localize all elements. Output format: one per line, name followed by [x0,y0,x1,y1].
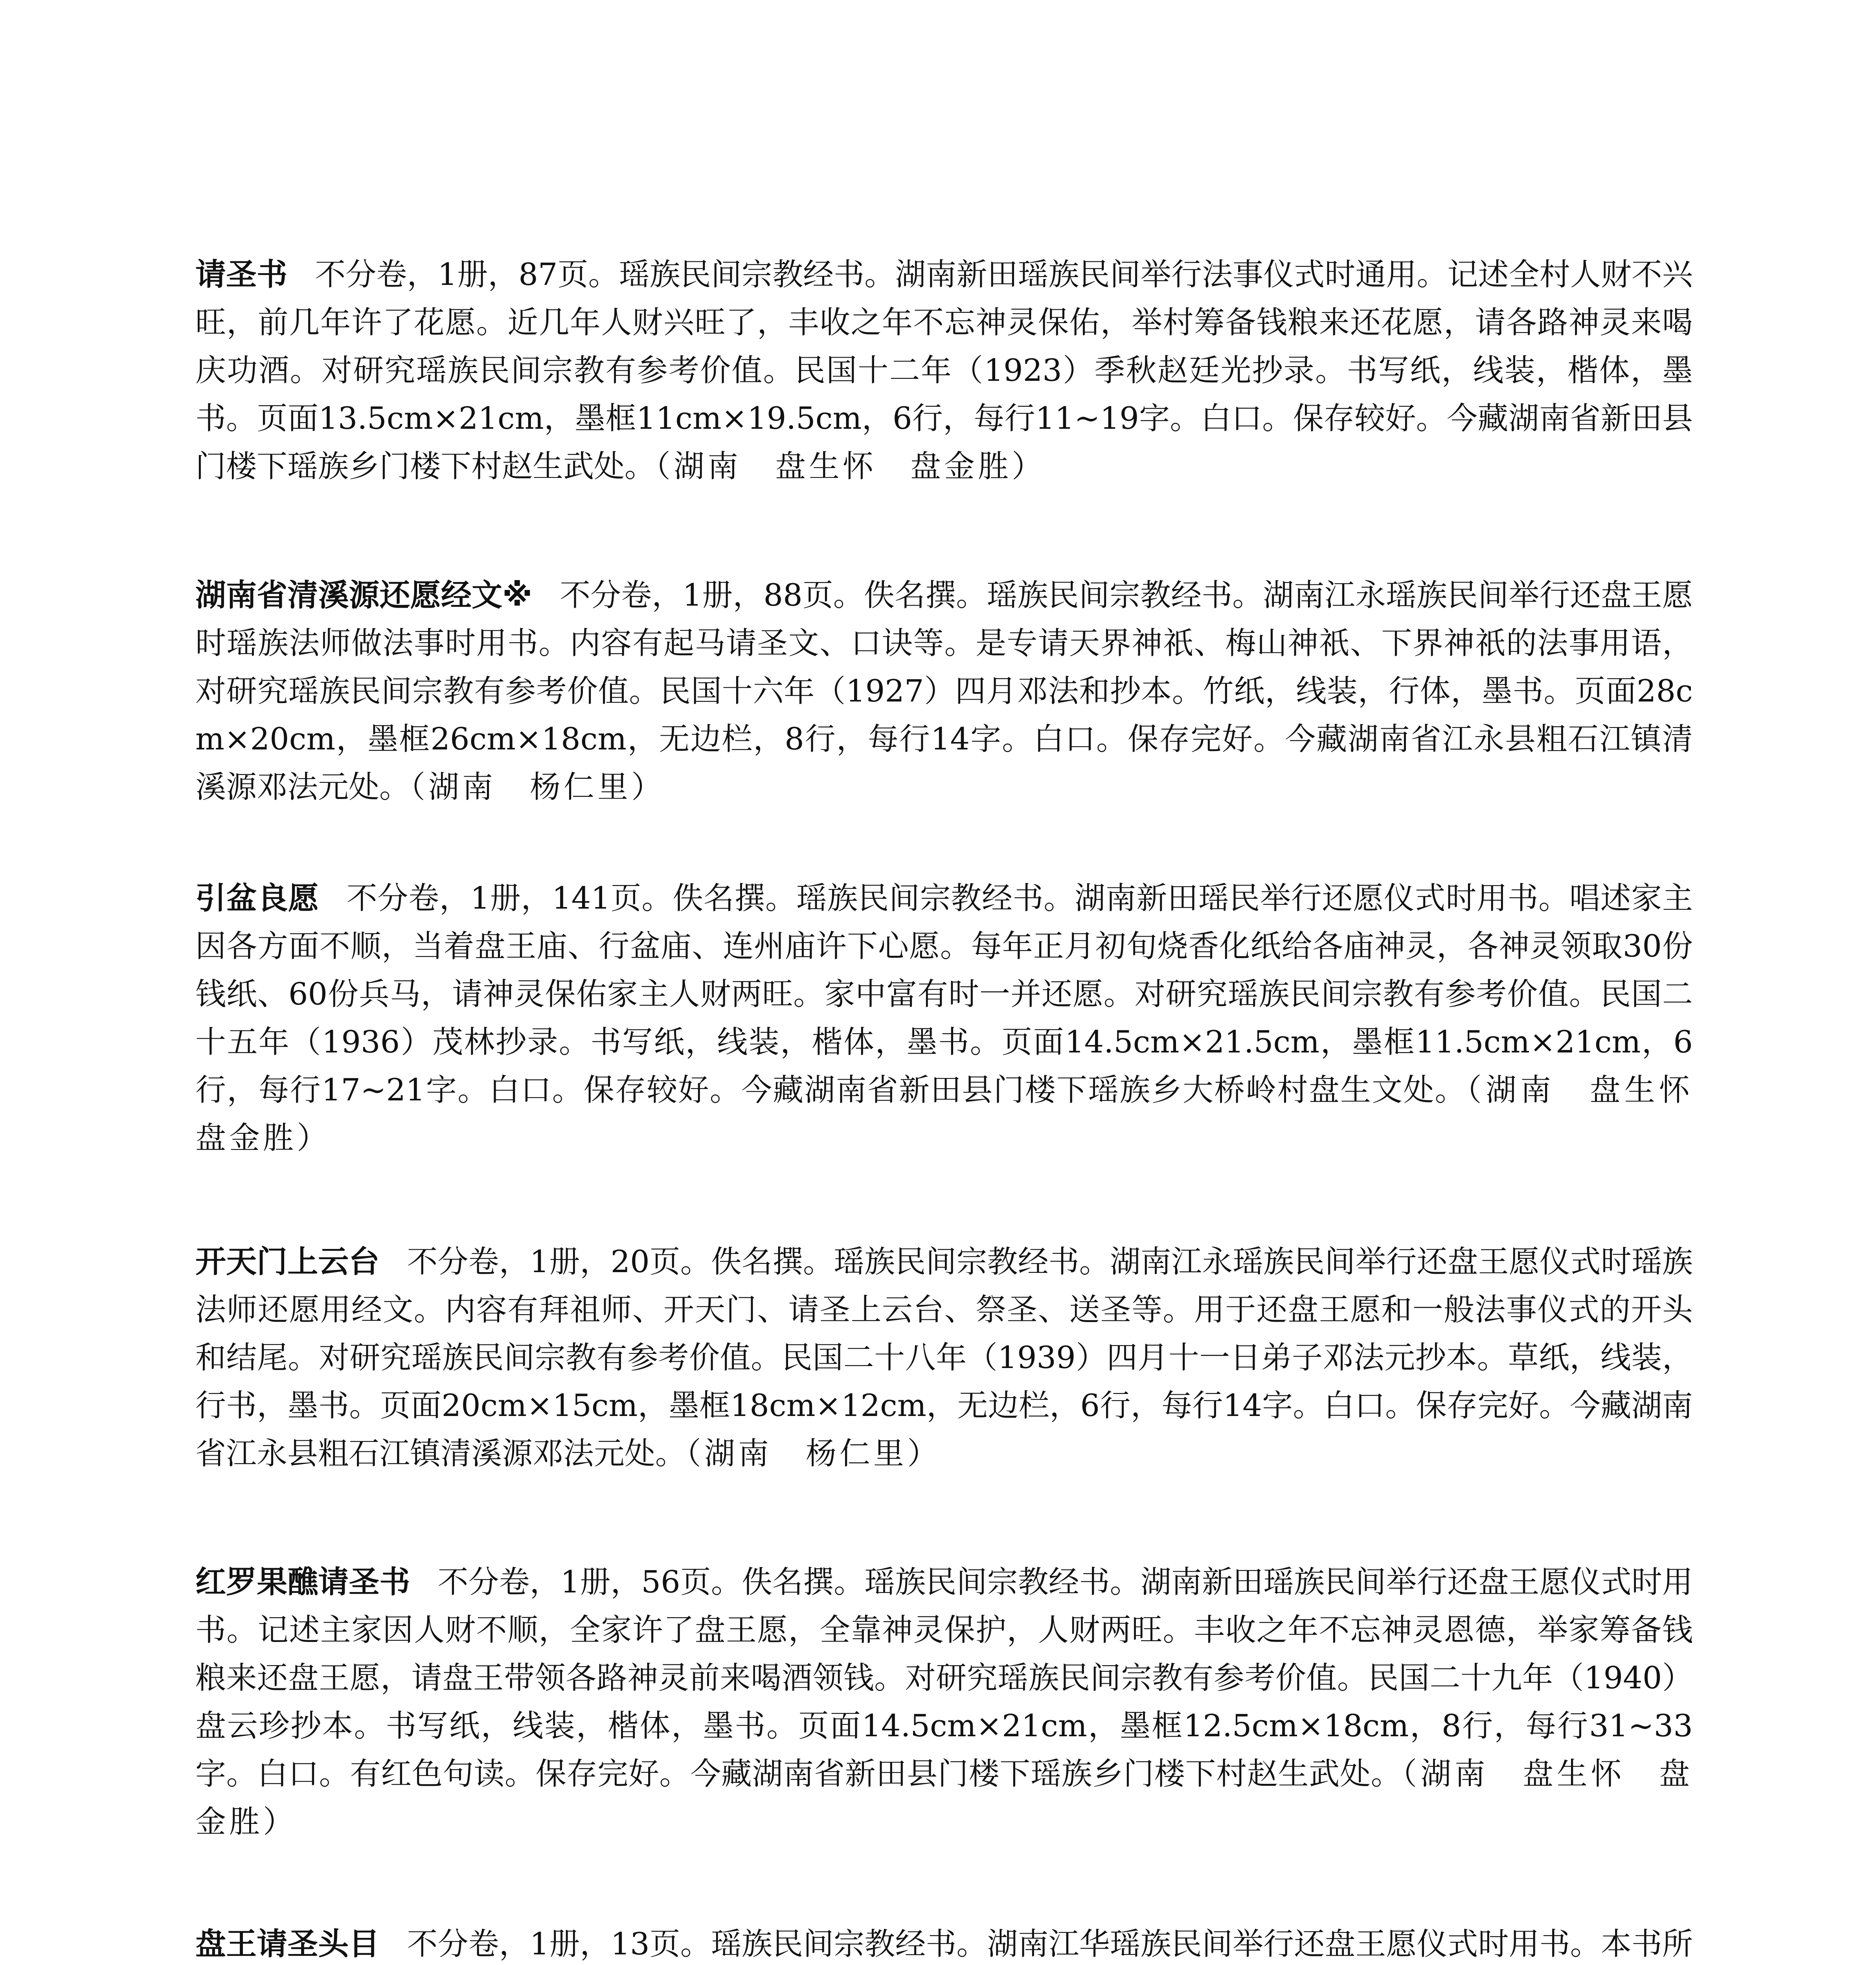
catalog-entry [195,1238,1693,1478]
entry-title: 引盆良愿 [195,881,319,916]
catalog-entry [195,1920,1693,1965]
catalog-entry [195,571,1693,811]
entry-title: 红罗果醮请圣书 [195,1565,410,1600]
entry-credit: （湖南 杨仁里） [686,1436,941,1471]
entry-description: 不分卷，1册，13页。瑶族民间宗教经书。湖南江华瑶族民间举行还盘王愿仪式时用书。本书所 [407,1926,1693,1962]
entry-description: 不分卷，1册，87页。瑶族民间宗教经书。湖南新田瑶族民间举行法事仪式时通用。记述全村人财不兴旺，前几年许了花愿。近几年人财兴旺了，丰收之年不忘神灵保佑，举村筹备钱粮来还花愿，请各路神灵来喝庆功酒。对研究瑶族民间宗教有参考价值。民国十二年（1923）季秋赵廷光抄录。书写纸，线装，楷体，墨书。页面13.5cm×21cm，墨框11cm×19.5cm，6行，每行11~19字。白口。保存较好。今藏湖南省新田县门楼下瑶族乡门楼下村赵生武处。 [195,257,1693,484]
entry-description: 不分卷，1册，141页。佚名撰。瑶族民间宗教经书。湖南新田瑶民举行还愿仪式时用书。唱述家主因各方面不顺，当着盘王庙、行盆庙、连州庙许下心愿。每年正月初旬烧香化纸给各庙神灵，各神灵领取30份钱纸、60份兵马，请神灵保佑家主人财两旺。家中富有时一并还愿。对研究瑶族民间宗教有参考价值。民国二十五年（1936）茂林抄录。书写纸，线装，楷体，墨书。页面14.5cm×21.5cm，墨框11.5cm×21cm，6行，每行17~21字。白口。保存较好。今藏湖南省新田县门楼下瑶族乡大桥岭村盘生文处。 [195,881,1693,1108]
entry-description: 不分卷，1册，20页。佚名撰。瑶族民间宗教经书。湖南江永瑶族民间举行还盘王愿仪式时瑶族法师还愿用经文。内容有拜祖师、开天门、请圣上云台、祭圣、送圣等。用于还盘王愿和一般法事仪式的开头和结尾。对研究瑶族民间宗教有参考价值。民国二十八年（1939）四月十一日弟子邓法元抄本。草纸，线装，行书，墨书。页面20cm×15cm，墨框18cm×12cm，无边栏，6行，每行14字。白口。保存完好。今藏湖南省江永县粗石江镇清溪源邓法元处。 [195,1244,1693,1471]
catalog-entry [195,1558,1693,1846]
entry-title: 湖南省清溪源还愿经文※ [195,578,533,613]
entry-title: 请圣书 [195,257,288,292]
entry-title: 开天门上云台 [195,1244,380,1280]
entry-credit: （湖南 盘生怀 盘金胜） [655,449,1046,484]
catalog-entry [195,251,1693,490]
entry-title: 盘王请圣头目 [195,1926,380,1962]
entry-credit: （湖南 盘生怀 盘金胜） [195,1072,1727,1156]
entry-credit: （湖南 盘生怀 盘金胜） [195,1756,1693,1840]
entry-description: 不分卷，1册，56页。佚名撰。瑶族民间宗教经书。湖南新田瑶族民间举行还盘王愿仪式时用书。记述主家因人财不顺，全家许了盘王愿，全靠神灵保护，人财两旺。丰收之年不忘神灵恩德，举家筹备钱粮来还盘王愿，请盘王带领各路神灵前来喝酒领钱。对研究瑶族民间宗教有参考价值。民国二十九年（1940）盘云珍抄本。书写纸，线装，楷体，墨书。页面14.5cm×21cm，墨框12.5cm×18cm，8行，每行31~33字。白口。有红色句读。保存完好。今藏湖南省新田县门楼下瑶族乡门楼下村赵生武处。 [195,1565,1693,1792]
catalog-entry [195,874,1727,1162]
entry-description: 不分卷，1册，88页。佚名撰。瑶族民间宗教经书。湖南江永瑶族民间举行还盘王愿时瑶族法师做法事时用书。内容有起马请圣文、口诀等。是专请天界神祇、梅山神祇、下界神祇的法事用语，对研究瑶族民间宗教有参考价值。民国十六年（1927）四月邓法和抄本。竹纸，线装，行体，墨书。页面28cm×20cm，墨框26cm×18cm，无边栏，8行，每行14字。白口。保存完好。今藏湖南省江永县粗石江镇清溪源邓法元处。 [195,578,1693,805]
entry-credit: （湖南 杨仁里） [410,769,665,805]
